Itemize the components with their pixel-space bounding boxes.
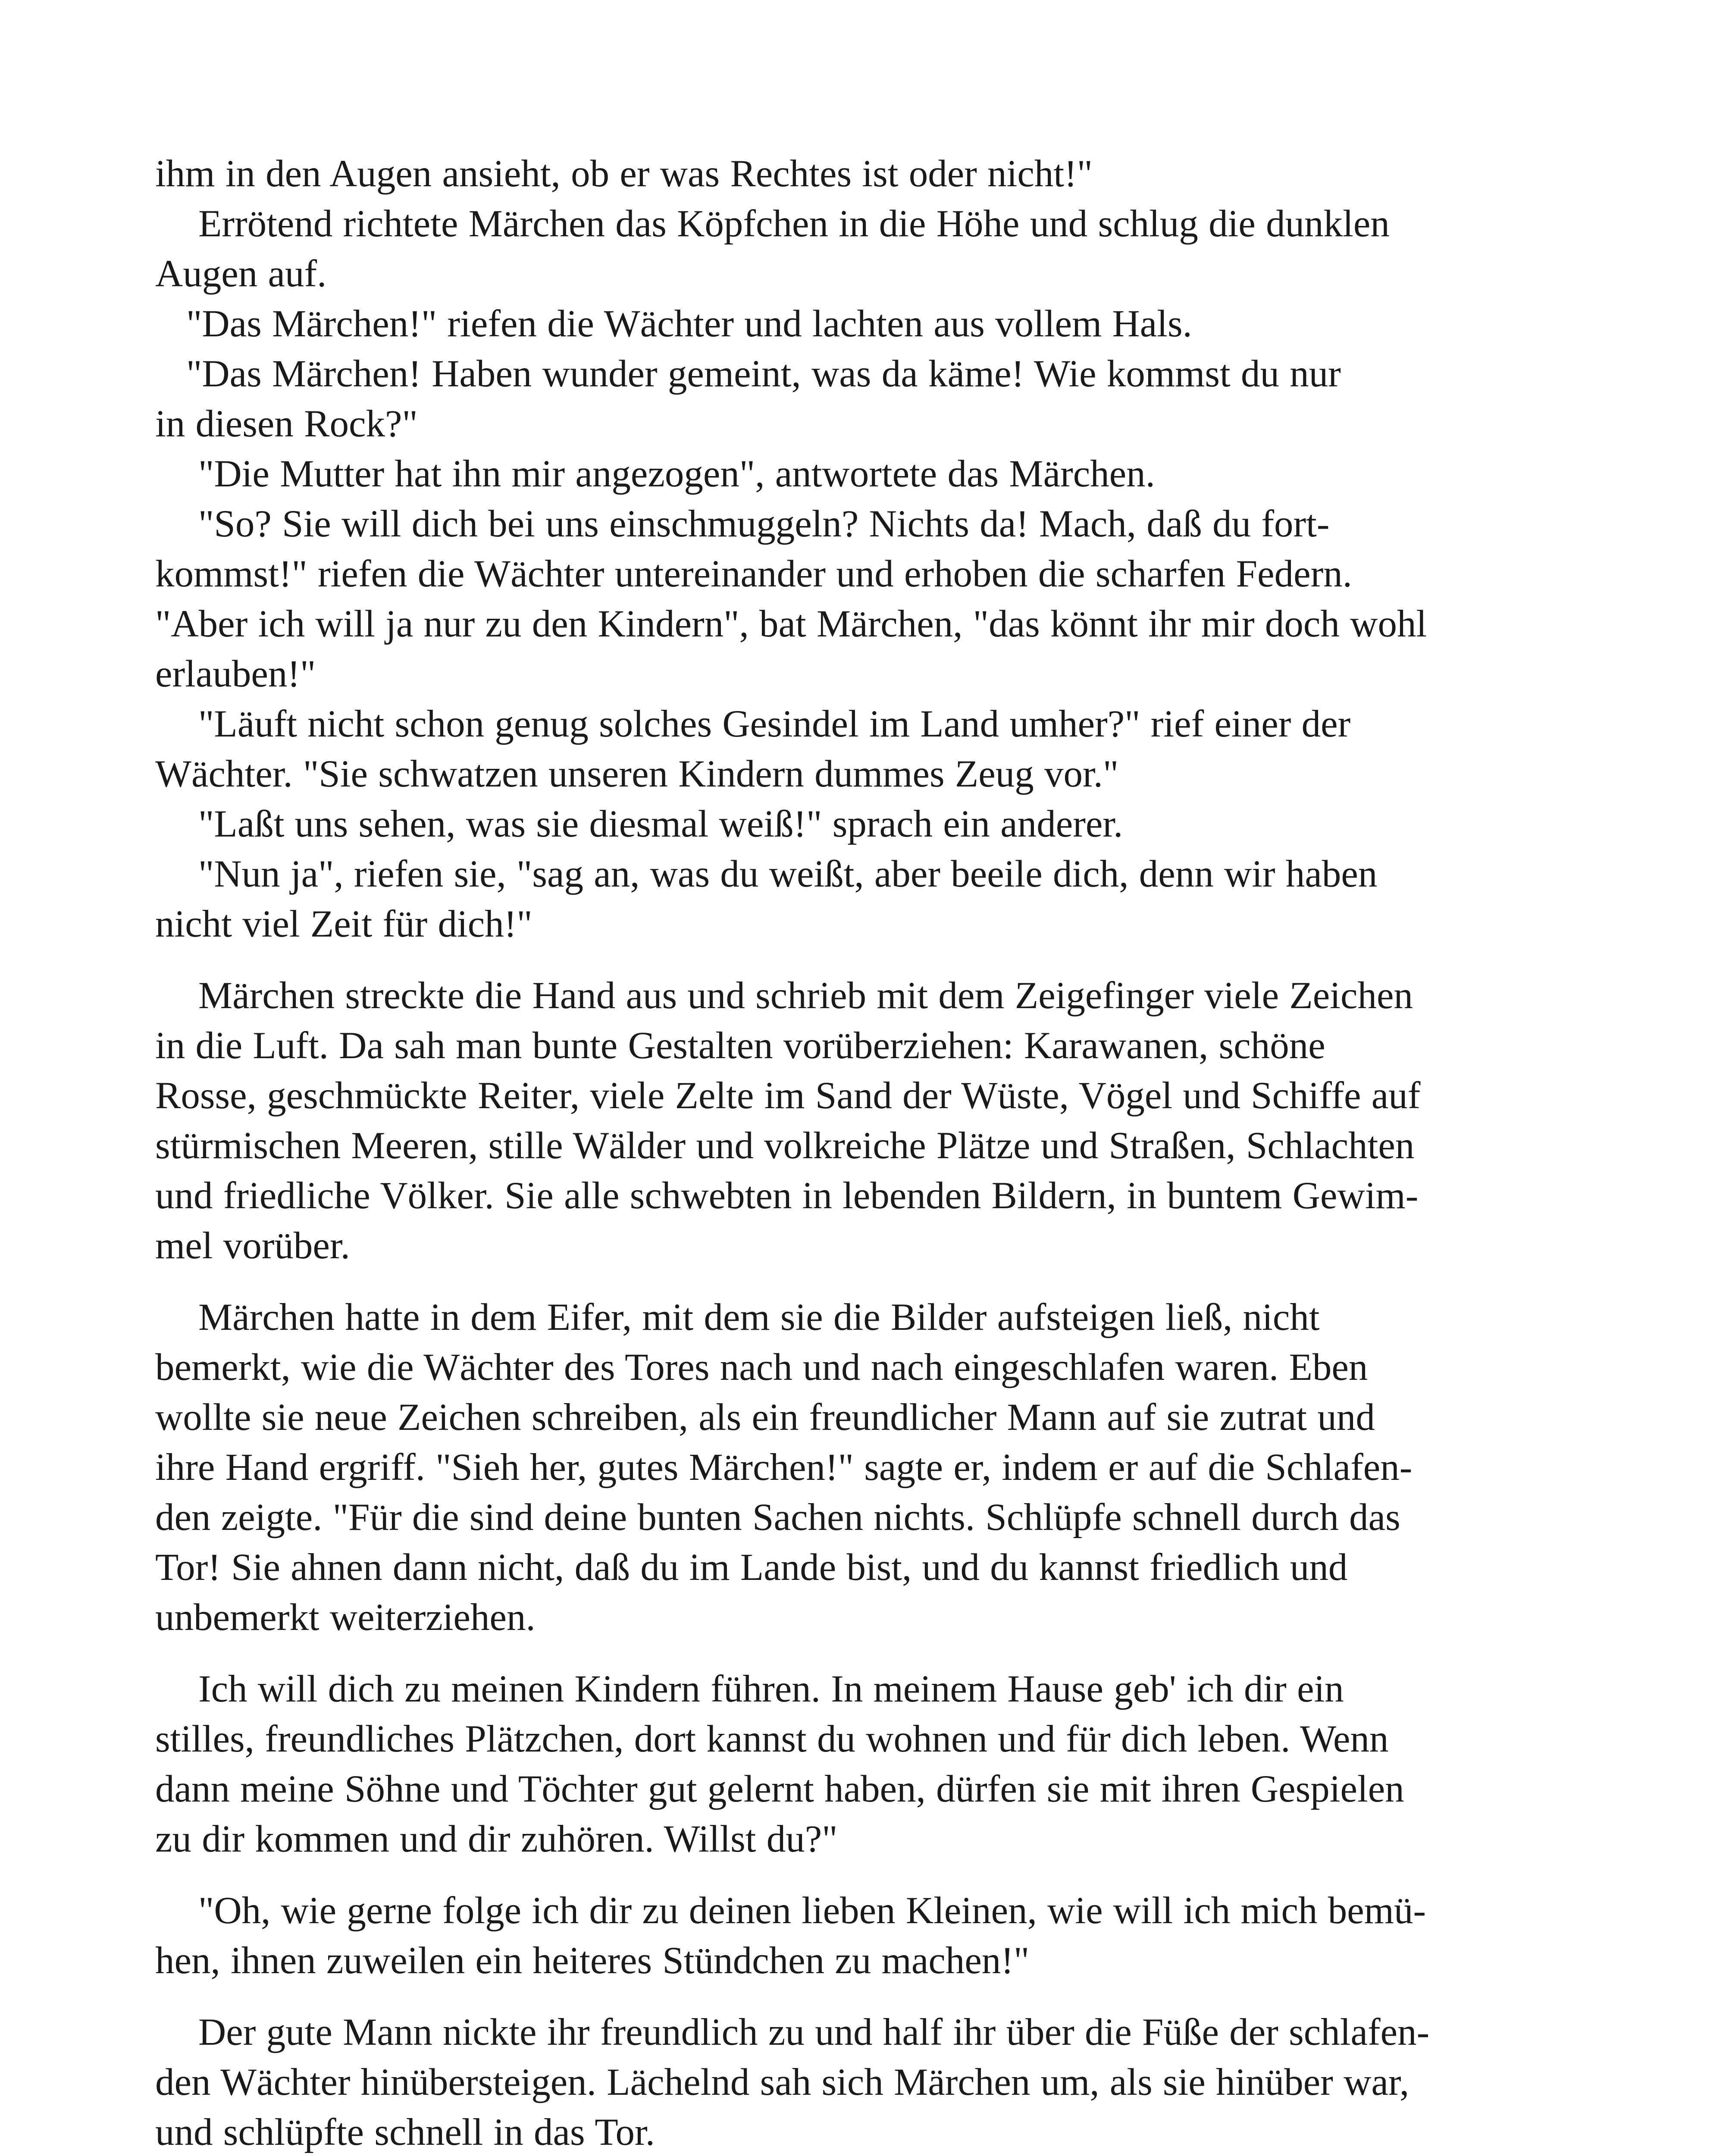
- text-line: Ich will dich zu meinen Kindern führen. In meinem Hause geb' ich dir ein: [198, 1668, 1344, 1710]
- text-line: "Das Märchen! Haben wunder gemeint, was da käme! Wie kommst du nur: [186, 353, 1341, 395]
- text-line: "So? Sie will dich bei uns einschmuggeln? Nichts da! Mach, daß du fort-: [198, 503, 1330, 545]
- text-line: dann meine Söhne und Töchter gut gelernt haben, dürfen sie mit ihren Gespielen: [155, 1768, 1404, 1810]
- body-text: [155, 149, 1591, 2156]
- text-line: und friedliche Völker. Sie alle schwebten in lebenden Bildern, in buntem Gewim-: [155, 1175, 1419, 1217]
- text-line: stürmischen Meeren, stille Wälder und volkreiche Plätze und Straßen, Schlachten: [155, 1125, 1415, 1167]
- text-line: Märchen hatte in dem Eifer, mit dem sie die Bilder aufsteigen ließ, nicht: [198, 1296, 1320, 1338]
- text-line: zu dir kommen und dir zuhören. Willst du?": [155, 1818, 838, 1860]
- text-line: Der gute Mann nickte ihr freundlich zu und half ihr über die Füße der schlafen-: [198, 2011, 1430, 2053]
- text-line: Wächter. "Sie schwatzen unseren Kindern dummes Zeug vor.": [155, 753, 1119, 795]
- text-line: in die Luft. Da sah man bunte Gestalten vorüberziehen: Karawanen, schöne: [155, 1025, 1325, 1067]
- text-line: den zeigte. "Für die sind deine bunten Sachen nichts. Schlüpfe schnell durch das: [155, 1496, 1400, 1539]
- text-line: nicht viel Zeit für dich!": [155, 903, 532, 945]
- text-line: Tor! Sie ahnen dann nicht, daß du im Lande bist, und du kannst friedlich und: [155, 1546, 1348, 1589]
- text-line: "Läuft nicht schon genug solches Gesindel im Land umher?" rief einer der: [198, 703, 1351, 745]
- text-line: "Die Mutter hat ihn mir angezogen", antwortete das Märchen.: [198, 453, 1155, 495]
- text-line: ihm in den Augen ansieht, ob er was Rechtes ist oder nicht!": [155, 153, 1093, 195]
- text-line: "Nun ja", riefen sie, "sag an, was du weißt, aber beeile dich, denn wir haben: [198, 853, 1378, 895]
- text-line: Errötend richtete Märchen das Köpfchen in die Höhe und schlug die dunklen: [198, 203, 1390, 245]
- text-line: "Oh, wie gerne folge ich dir zu deinen lieben Kleinen, wie will ich mich bemü-: [198, 1890, 1426, 1932]
- text-line: und schlüpfte schnell in das Tor.: [155, 2111, 655, 2153]
- text-line: "Laßt uns sehen, was sie diesmal weiß!" sprach ein anderer.: [198, 803, 1123, 845]
- text-line: Rosse, geschmückte Reiter, viele Zelte im Sand der Wüste, Vögel und Schiffe auf: [155, 1075, 1421, 1117]
- text-line: bemerkt, wie die Wächter des Tores nach und nach eingeschlafen waren. Eben: [155, 1346, 1368, 1388]
- text-line: wollte sie neue Zeichen schreiben, als ein freundlicher Mann auf sie zutrat und: [155, 1396, 1375, 1438]
- text-line: mel vorüber.: [155, 1225, 350, 1267]
- text-line: "Aber ich will ja nur zu den Kindern", bat Märchen, "das könnt ihr mir doch wohl: [155, 603, 1427, 645]
- text-line: stilles, freundliches Plätzchen, dort kannst du wohnen und für dich leben. Wenn: [155, 1718, 1389, 1760]
- text-line: Märchen streckte die Hand aus und schrieb mit dem Zeigefinger viele Zeichen: [198, 975, 1413, 1017]
- text-line: "Das Märchen!" riefen die Wächter und lachten aus vollem Hals.: [186, 303, 1192, 345]
- text-line: den Wächter hinübersteigen. Lächelnd sah sich Märchen um, als sie hinüber war,: [155, 2061, 1409, 2103]
- text-line: kommst!" riefen die Wächter untereinander und erhoben die scharfen Federn.: [155, 553, 1352, 595]
- text-line: unbemerkt weiterziehen.: [155, 1596, 536, 1639]
- text-line: erlauben!": [155, 653, 316, 695]
- text-line: hen, ihnen zuweilen ein heiteres Stündchen zu machen!": [155, 1940, 1030, 1982]
- text-line: Augen auf.: [155, 253, 327, 295]
- text-line: in diesen Rock?": [155, 403, 418, 445]
- text-line: ihre Hand ergriff. "Sieh her, gutes Märchen!" sagte er, indem er auf die Schlafen-: [155, 1446, 1413, 1489]
